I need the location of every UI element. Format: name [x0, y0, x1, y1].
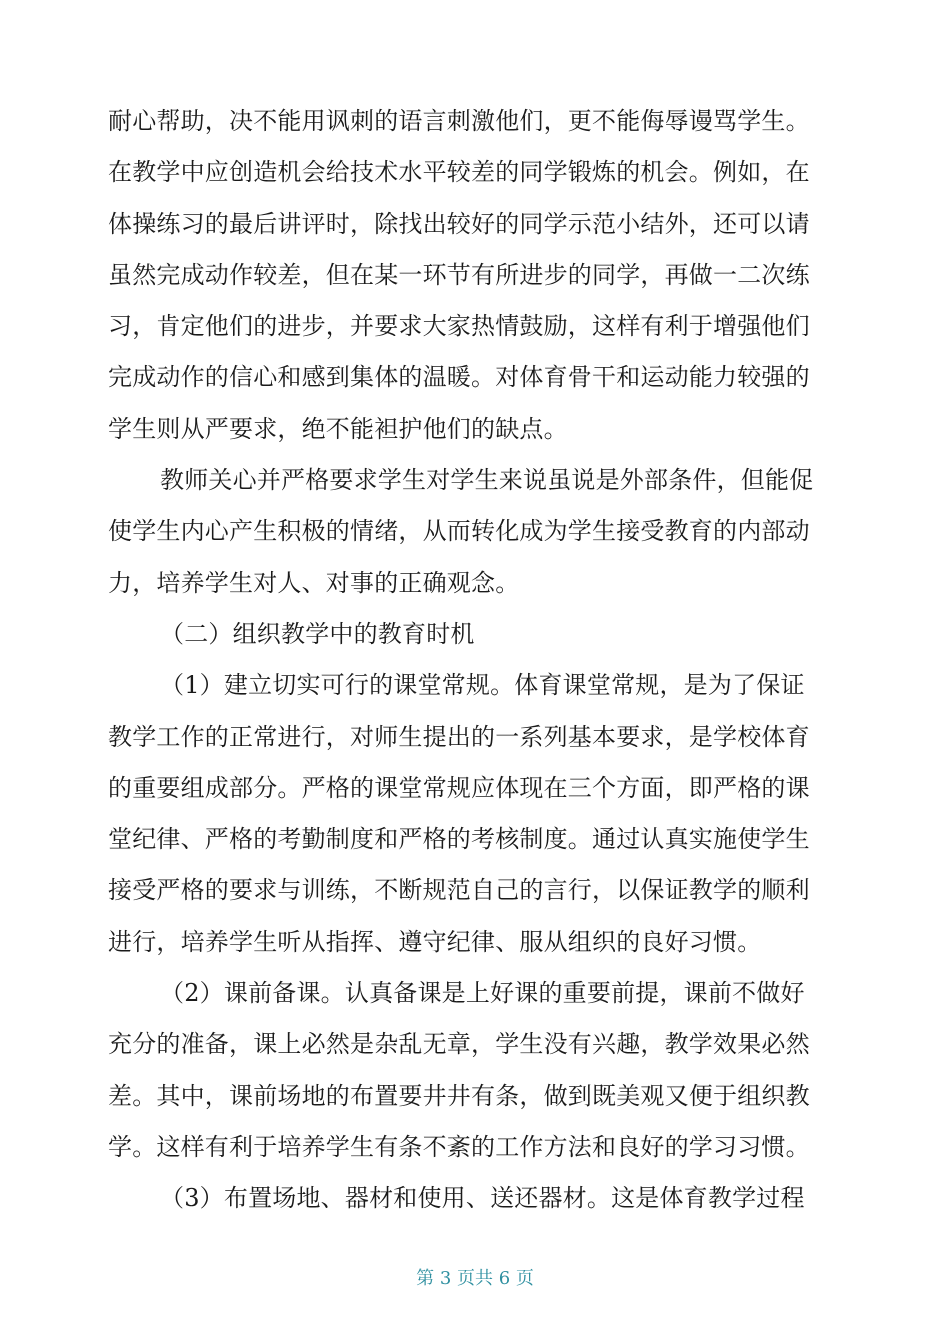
- text-line: 体操练习的最后讲评时，除找出较好的同学示范小结外，还可以请: [108, 209, 810, 238]
- text-line: 完成动作的信心和感到集体的温暖。对体育骨干和运动能力较强的: [108, 363, 810, 392]
- text-line: 学生则从严要求，绝不能袒护他们的缺点。: [108, 414, 568, 443]
- text-line: 进行，培养学生听从指挥、遵守纪律、服从组织的良好习惯。: [108, 927, 762, 956]
- text-line: 充分的准备，课上必然是杂乱无章，学生没有兴趣，教学效果必然: [108, 1030, 810, 1059]
- page-number-footer: 第 3 页共 6 页: [416, 1268, 534, 1289]
- text-line: 堂纪律、严格的考勤制度和严格的考核制度。通过认真实施使学生: [108, 825, 810, 854]
- text-line: 在教学中应创造机会给技术水平较差的同学锻炼的机会。例如，在: [108, 158, 810, 187]
- text-line: 虽然完成动作较差，但在某一环节有所进步的同学，再做一二次练: [108, 260, 810, 289]
- body-text: [108, 96, 828, 1225]
- text-line: 差。其中，课前场地的布置要井井有条，做到既美观又便于组织教: [108, 1081, 810, 1110]
- section-heading: （二）组织教学中的教育时机: [160, 619, 475, 648]
- text-line: 接受严格的要求与训练，不断规范自己的言行，以保证教学的顺利: [108, 876, 810, 905]
- text-line: 的重要组成部分。严格的课堂常规应体现在三个方面，即严格的课: [108, 773, 810, 802]
- text-line: 习，肯定他们的进步，并要求大家热情鼓励，这样有利于增强他们: [108, 312, 810, 341]
- paragraph-start-line: 教师关心并严格要求学生对学生来说虽说是外部条件，但能促: [160, 466, 814, 495]
- paragraph-start-line: （3）布置场地、器材和使用、送还器材。这是体育教学过程: [160, 1184, 805, 1213]
- paragraph-start-line: （2）课前备课。认真备课是上好课的重要前提，课前不做好: [160, 979, 805, 1008]
- text-line: 学。这样有利于培养学生有条不紊的工作方法和良好的学习习惯。: [108, 1132, 810, 1161]
- text-line: 教学工作的正常进行，对师生提出的一系列基本要求，是学校体育: [108, 722, 810, 751]
- text-line: 使学生内心产生积极的情绪，从而转化成为学生接受教育的内部动: [108, 517, 810, 546]
- paragraph-start-line: （1）建立切实可行的课堂常规。体育课堂常规，是为了保证: [160, 671, 805, 700]
- text-line: 耐心帮助，决不能用讽刺的语言刺激他们，更不能侮辱谩骂学生。: [108, 107, 810, 135]
- text-line: 力，培养学生对人、对事的正确观念。: [108, 568, 520, 597]
